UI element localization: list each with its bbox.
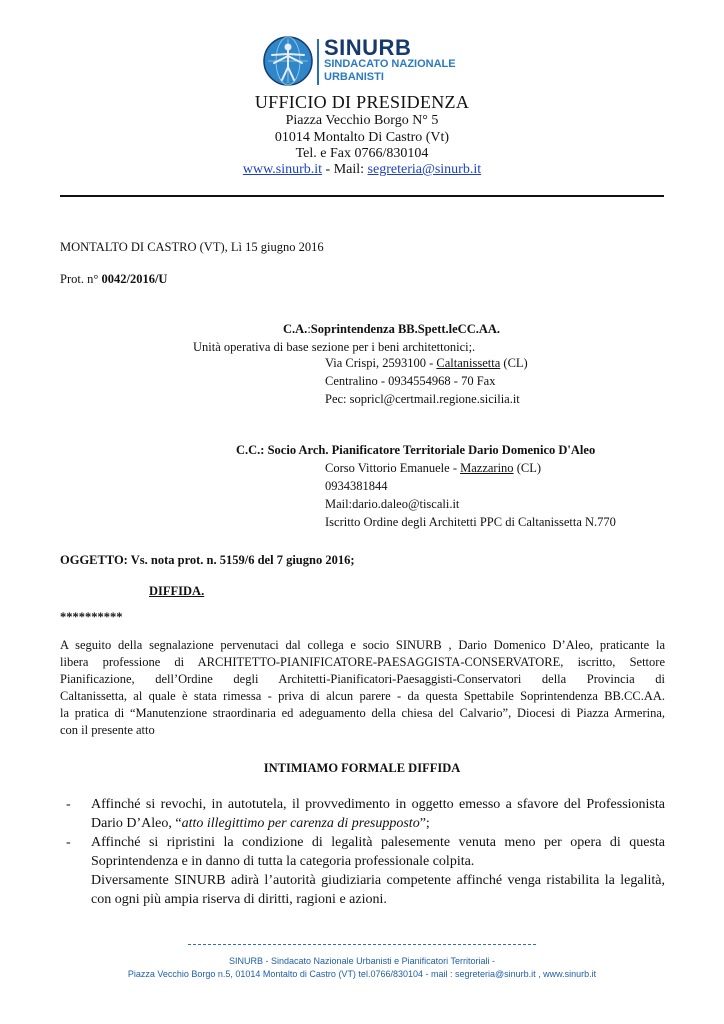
ca-address-street: Via Crispi, 2593100 -	[325, 356, 437, 370]
subject: OGGETTO: Vs. nota prot. n. 5159/6 del 7 giugno 2016;	[60, 553, 355, 567]
vitruvian-globe-icon	[262, 35, 314, 87]
ca-recipient	[283, 322, 500, 337]
item-1-line-1: Affinché si revochi, in autotutela, il provvedimento in oggetto emesso a sfavore del Professionista	[91, 797, 665, 812]
item-2-line-3: Diversamente SINURB adirà l’autorità giudiziaria competente affinché venga ristabilita la legalità,	[91, 873, 665, 888]
ca-colon: :	[307, 322, 311, 336]
body-line-2: libera professione di ARCHITETTO-PIANIFICATORE-PAESAGGISTA-CONSERVATORE, iscritto, Settore	[60, 655, 665, 669]
ca-prefix: C.A.	[283, 322, 308, 336]
header-address-1: Piazza Vecchio Borgo N° 5	[285, 113, 439, 128]
list-item	[60, 833, 665, 909]
protocol-label: Prot. n°	[60, 272, 102, 286]
cc-address-city: Mazzarino	[460, 461, 514, 475]
logo-name: SINURB	[324, 35, 412, 60]
item-2-line-2: Soprintendenza e in danno di tutta la categoria professionale colpita.	[91, 854, 475, 869]
list-item	[60, 795, 665, 833]
ca-phone: Centralino - 0934554968 - 70 Fax	[325, 374, 496, 388]
list-dash: -	[66, 835, 71, 850]
mail-label: - Mail:	[322, 162, 368, 177]
item-1-close: ”;	[419, 816, 430, 831]
email-link[interactable]: segreteria@sinurb.it	[367, 162, 482, 177]
logo-subtitle-1: SINDACATO NAZIONALE	[324, 58, 456, 70]
item-2-line-1: Affinché si ripristini la condizione di legalità palesemente venuta meno per opera di questa	[91, 835, 665, 850]
header-contacts	[0, 162, 724, 178]
cc-address-street: Corso Vittorio Emanuele -	[325, 461, 461, 475]
item-1-text: Dario D’Aleo, “	[91, 816, 182, 831]
ca-address-city: Caltanissetta	[436, 356, 501, 370]
sinurb-logo	[262, 35, 472, 91]
body-line-4: Caltanissetta, al quale è stata rimessa - priva di alcun parere - da questa Spettabile Soprintendenza BB.CC.AA.	[60, 689, 665, 703]
ca-unit: Unità operativa di base sezione per i beni architettonici;.	[193, 340, 476, 354]
cc-recipient: C.C.: Socio Arch. Pianificatore Territoriale Dario Domenico D'Aleo	[236, 443, 596, 457]
logo-subtitle-2: URBANISTI	[324, 71, 384, 83]
body-line-1: A seguito della segnalazione pervenutaci dal collega e socio SINURB , Dario Domenico D’Aleo, praticante la	[60, 638, 665, 652]
diffida-heading: DIFFIDA.	[149, 584, 205, 598]
footer-line-1: SINURB - Sindacato Nazionale Urbanisti e Pianificatori Territoriali -	[229, 956, 495, 966]
intimation-heading: INTIMIAMO FORMALE DIFFIDA	[263, 761, 461, 775]
item-1-italic: atto illegittimo per carenza di presupposto	[181, 816, 420, 831]
item-1-line-2	[91, 816, 430, 831]
protocol-number: 0042/2016/U	[101, 272, 168, 286]
header-divider	[60, 195, 664, 197]
website-link[interactable]: www.sinurb.it	[242, 162, 323, 177]
separator-stars: **********	[60, 610, 123, 624]
place-date: MONTALTO DI CASTRO (VT), Lì 15 giugno 2016	[60, 240, 324, 254]
cc-register: Iscritto Ordine degli Architetti PPC di Caltanissetta N.770	[325, 515, 616, 529]
cc-mail: Mail:dario.daleo@tiscali.it	[325, 497, 460, 511]
cc-phone: 0934381844	[325, 479, 388, 493]
logo-separator	[317, 39, 319, 85]
protocol	[60, 272, 167, 287]
body-line-5: la pratica di “Manutenzione straordinaria ed adeguamento della chiesa del Calvario”, Diocesi di Piazza Armerina,	[60, 706, 665, 720]
demands-list	[60, 795, 665, 909]
body-paragraph	[60, 637, 665, 739]
ca-address	[325, 356, 528, 371]
cc-address	[325, 461, 541, 476]
body-line-3: Pianificazione, dell’Ordine degli Architetti-Pianificatori-Paesaggisti-Conservatori della Provincia di	[60, 672, 665, 686]
list-dash: -	[66, 797, 71, 812]
body-line-6: con il presente atto	[60, 723, 155, 737]
item-2-line-4: con ogni più ampia riserva di diritti, ragioni e azioni.	[91, 892, 387, 907]
header-phone: Tel. e Fax 0766/830104	[295, 146, 429, 161]
ca-address-province: (CL)	[500, 356, 528, 370]
header-address-2: 01014 Montalto Di Castro (Vt)	[274, 130, 450, 145]
ca-pec: Pec: sopricl@certmail.regione.sicilia.it	[325, 392, 520, 406]
cc-address-province: (CL)	[513, 461, 541, 475]
office-title: UFFICIO DI PRESIDENZA	[254, 92, 470, 112]
ca-name: Soprintendenza BB.Spett.leCC.AA.	[310, 322, 501, 336]
footer-divider	[188, 944, 536, 945]
footer-line-2: Piazza Vecchio Borgo n.5, 01014 Montalto di Castro (VT) tel.0766/830104 - mail : segreteria@sinurb.it , www.sinurb.it	[127, 969, 597, 979]
